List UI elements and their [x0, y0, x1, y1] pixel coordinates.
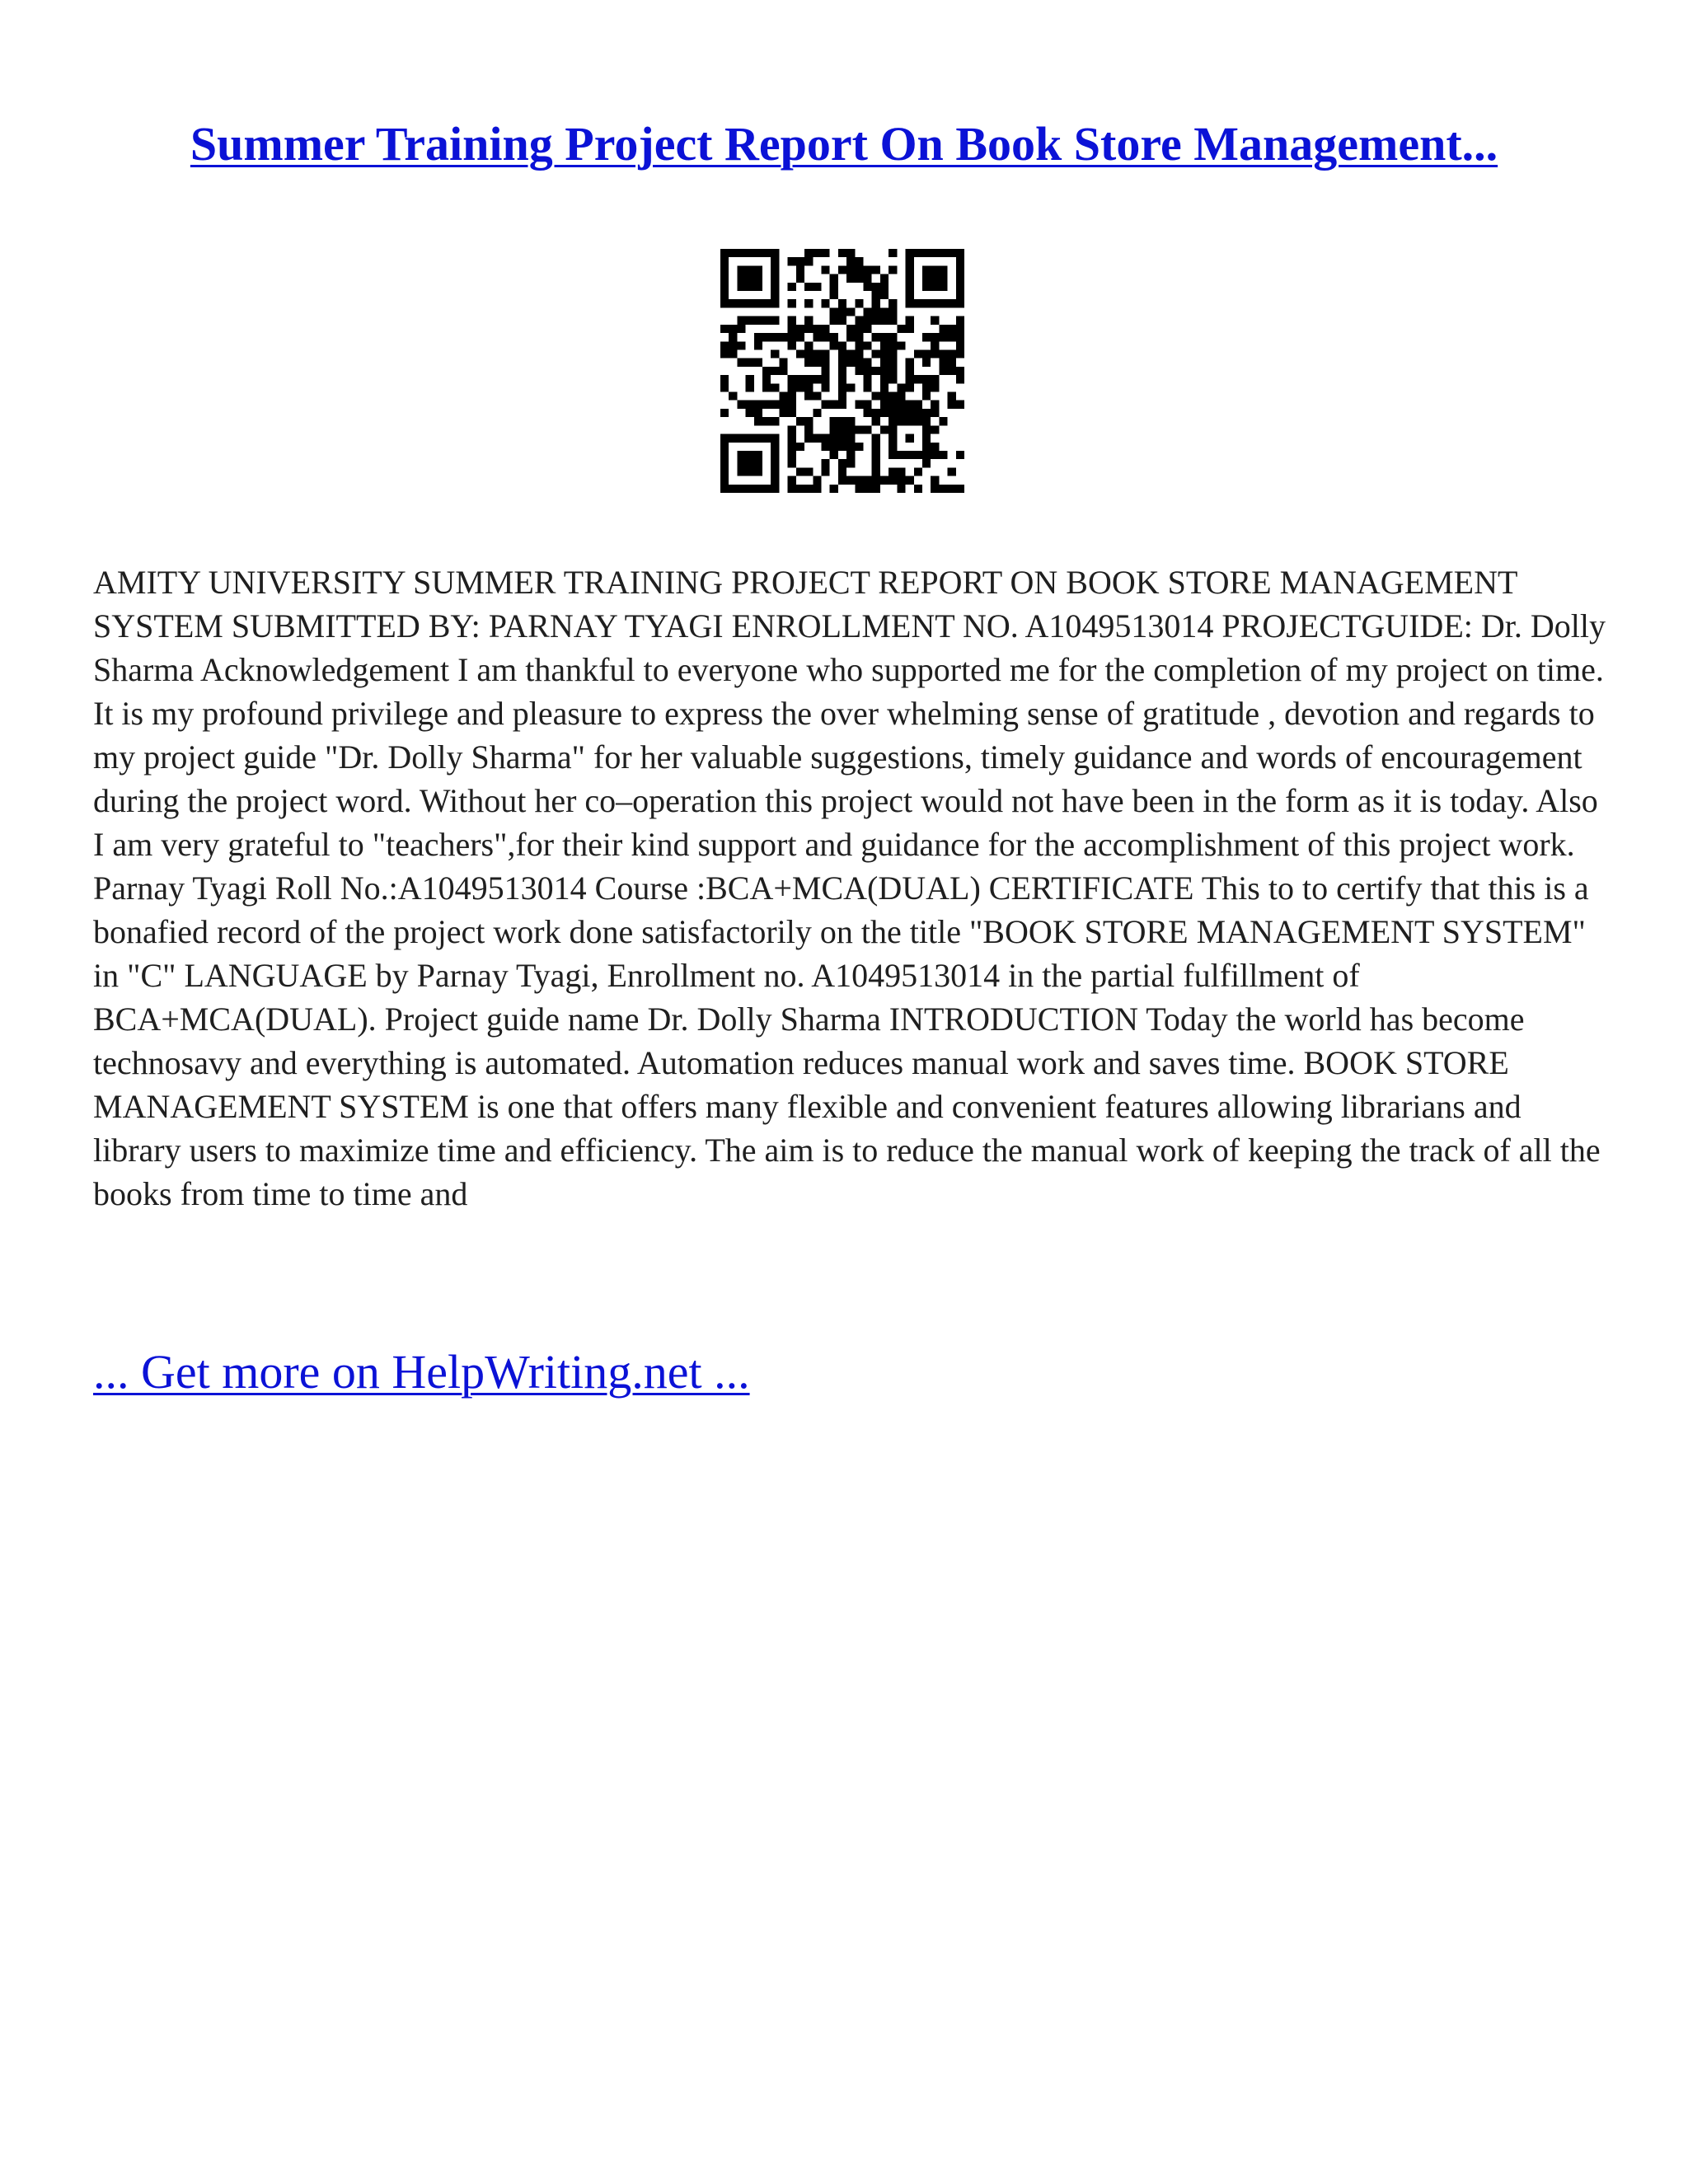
- get-more-link[interactable]: ... Get more on HelpWriting.net ...: [93, 1345, 750, 1399]
- document-title-link[interactable]: Summer Training Project Report On Book Store Management...: [190, 117, 1498, 171]
- qr-code-icon: [720, 249, 964, 493]
- report-excerpt: AMITY UNIVERSITY SUMMER TRAINING PROJECT REPORT ON BOOK STORE MANAGEMENT SYSTEM SUBMITTED BY: PARNAY TYAGI ENROLLMENT NO. A1049513014 PROJECTGUIDE: Dr. Dolly Sharma Acknowledgement I am thankful to everyone who supported me for the completion of my project on time. It is my profound privilege and pleasure to express the over whelming sense of gratitude , devotion and regards to my project guide "Dr. Dolly Sharma" for her valuable suggestions, timely guidance and words of encouragement during the project word. Without her co–operation this project would not have been in the form as it is today. Also I am very grateful to "teachers",for their kind support and guidance for the accomplishment of this project work. Parnay Tyagi Roll No.:A1049513014 Course :BCA+MCA(DUAL) CERTIFICATE This to to certify that this is a bonafied record of the project work done satisfactorily on the title "BOOK STORE MANAGEMENT SYSTEM" in "C" LANGUAGE by Parnay Tyagi, Enrollment no. A1049513014 in the partial fulfillment of BCA+MCA(DUAL). Project guide name Dr. Dolly Sharma INTRODUCTION Today the world has become technosavy and everything is automated. Automation reduces manual work and saves time. BOOK STORE MANAGEMENT SYSTEM is one that offers many flexible and convenient features allowing librarians and library users to maximize time and efficiency. The aim is to reduce the manual work of keeping the track of all the books from time to time and: [93, 564, 1606, 1212]
